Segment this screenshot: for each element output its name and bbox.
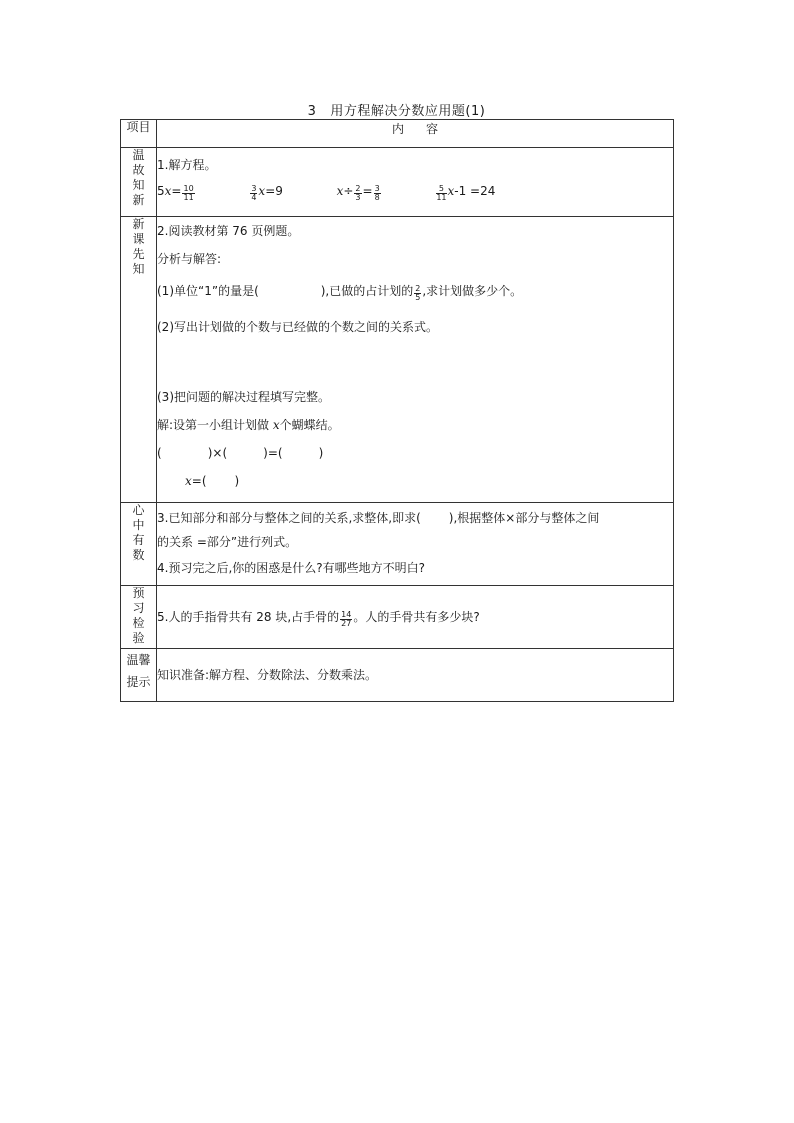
- equation-1: 5x= $\frac{10}{11}$: [157, 184, 194, 202]
- label-wenxin-2: 提示: [126, 675, 151, 689]
- solution-intro: 解:设第一小组计划做 x个蝴蝶结。: [157, 418, 340, 432]
- fill-equation: ( )×( )=( ): [157, 446, 324, 460]
- label-xinke: 新课先知: [132, 217, 145, 276]
- analysis-heading: 分析与解答:: [157, 252, 222, 266]
- label-yuxi: 预习检验: [132, 586, 145, 645]
- header-row: [121, 120, 674, 148]
- part-3: (3)把问题的解决过程填写完整。: [157, 390, 330, 404]
- tip-text: 知识准备:解方程、分数除法、分数乘法。: [157, 668, 378, 682]
- part-2: (2)写出计划做的个数与已经做的个数之间的关系式。: [157, 320, 439, 334]
- question-3: 3.已知部分和部分与整体之间的关系,求整体,即求( ),根据整体×部分与整体之间: [157, 511, 600, 525]
- title-number: 3: [307, 104, 317, 119]
- equation-2: $\frac{3}{4}$ x=9: [251, 184, 283, 202]
- question-5: 5.人的手指骨共有 28 块,占手骨的 $\frac{14}{27}$ 。人的手骨共有多少块?: [157, 610, 480, 628]
- equation-4: $\frac{5}{11}$ x-1 =24: [436, 184, 496, 202]
- answer-space-part-2[interactable]: [157, 339, 673, 385]
- header-item: 项目: [121, 120, 157, 148]
- section-xinke: [121, 217, 674, 503]
- worksheet-table: [120, 119, 674, 702]
- section-yuxi: [121, 586, 674, 649]
- page-title: [120, 100, 673, 119]
- label-xinzhong: 心中有数: [132, 503, 145, 562]
- title-text: 用方程解决分数应用题(1): [330, 104, 486, 119]
- question-3-cont: 的关系 =部分”进行列式。: [157, 535, 298, 549]
- label-wengu: 温故知新: [132, 148, 145, 207]
- part-1: (1)单位“1”的量是( ),已做的占计划的 $\frac{2}{5}$ ,求计划做多少个。: [157, 284, 523, 302]
- question-4: 4.预习完之后,你的困惑是什么?有哪些地方不明白?: [157, 561, 426, 575]
- header-content: 内容: [157, 120, 674, 148]
- question-2: 2.阅读教材第 76 页例题。: [157, 224, 300, 238]
- section-wengu: [121, 148, 674, 217]
- fill-x: x=( ): [185, 474, 240, 488]
- section-xinzhong: [121, 503, 674, 586]
- label-wenxin-1: 温馨: [126, 653, 151, 667]
- section-wenxin: [121, 649, 674, 702]
- equations-row: [157, 179, 673, 203]
- equation-3: x÷ $\frac{2}{3}$ = $\frac{3}{8}$: [336, 184, 380, 202]
- question-1: 1.解方程。: [157, 158, 217, 172]
